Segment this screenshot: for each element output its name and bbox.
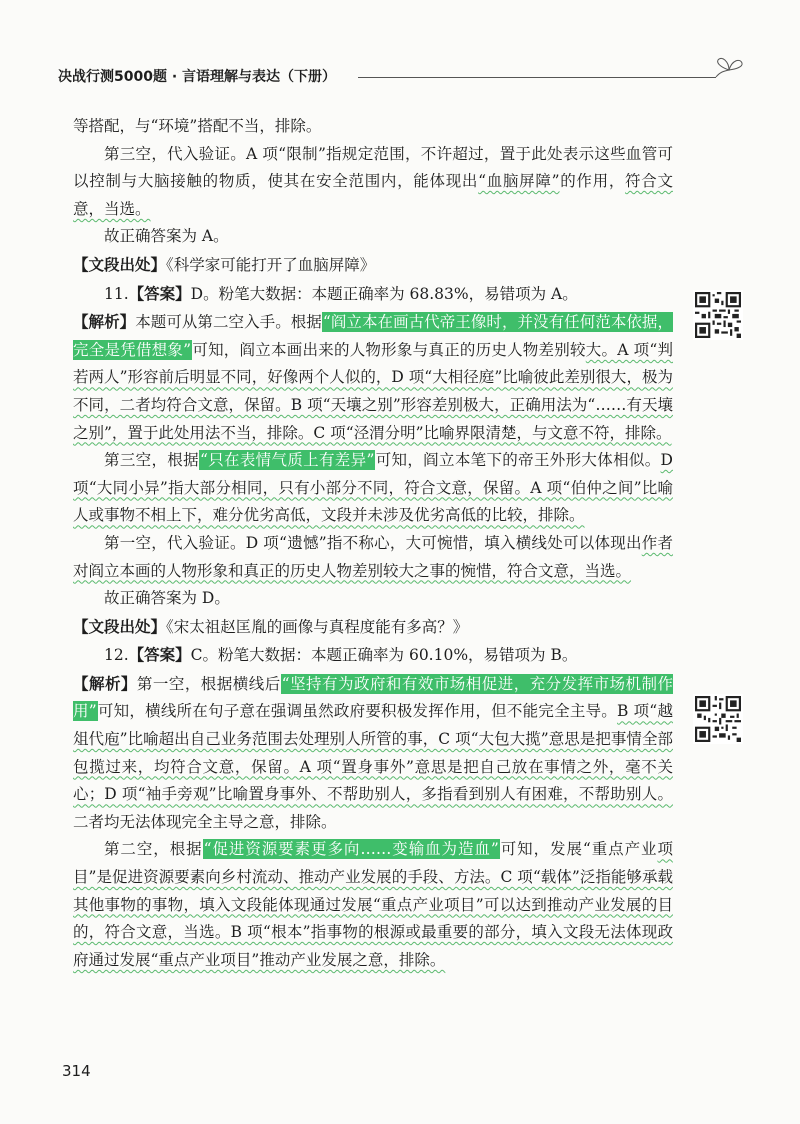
running-header	[58, 64, 748, 94]
qr-code-icon	[695, 292, 741, 338]
book-title: 决战行测5000题 · 言语理解与表达（下册）	[58, 69, 337, 85]
paragraph: 等搭配，与“环境”搭配不当，排除。	[73, 117, 322, 135]
paragraph: 故正确答案为 A。	[104, 227, 229, 246]
answer-line-11: 11.【答案】D。粉笔大数据：本题正确率为 68.83%，易错项为 A。	[104, 283, 578, 303]
qr-code-question-11[interactable]	[693, 290, 743, 340]
key-highlight: “只在表情气质上有差异”	[199, 451, 375, 470]
sprout-icon	[712, 48, 746, 78]
key-highlight: “坚持有为政府和有效市场相促进，充分发挥市场机制作用”	[73, 674, 673, 721]
page-body	[73, 113, 673, 974]
analysis-paragraph: 【解析】第一空，根据横线后“坚持有为政府和有效市场相促进，充分发挥市场机制作用”可知，横线所在句子意在强调虽然政府要积极发挥作用，但不能完全主导。B 项“越俎代庖”比喻超出自己业务范围去处理别人所管的事，C 项“大包大揽”意思是把事情全部包揽过来，均符合文意，保留。A 项“置身事外”意思是把自己放在事情之外，毫不关心；D 项“袖手旁观”比喻置身事外、不帮助别人，多指看到别人有困难，不帮助别人。二者均无法体现完全主导之意，排除。	[73, 673, 673, 831]
paragraph: 第三空，根据“只在表情气质上有差异”可知，阎立本笔下的帝王外形大体相似。D 项“大同小异”指大部分相同，只有小部分不同，符合文意，保留。A 项“伯仲之间”比喻人或事物不相上下，难分优劣高低，文段并未涉及优劣高低的比较，排除。	[73, 451, 673, 525]
paragraph: 第三空，代入验证。A 项“限制”指规定范围，不许超过，置于此处表示这些血管可以控制与大脑接触的物质，使其在安全范围内，能体现出“血脑屏障”的作用，符合文意，当选。	[73, 144, 673, 218]
key-highlight: “阎立本在画古代帝王像时，并没有任何范本依据，完全是凭借想象”	[73, 313, 673, 359]
paragraph: 故正确答案为 D。	[104, 589, 230, 608]
page-number: 314	[62, 1062, 91, 1080]
source-line: 【文段出处】《宋太祖赵匡胤的画像与真程度能有多高？》	[73, 616, 469, 636]
analysis-paragraph: 【解析】本题可从第二空入手。根据“阎立本在画古代帝王像时，并没有任何范本依据，完全是凭借想象”可知，阎立本画出来的人物形象与真正的历史人物差别较大。A 项“判若两人”形容前后明显不同，好像两个人似的，D 项“大相径庭”比喻彼此差别很大，极为不同，二者均符合文意，保留。B 项“天壤之别”形容差别极大，正确用法为“……有天壤之别”，置于此处用法不当，排除。C 项“泾渭分明”比喻界限清楚，与文意不符，排除。	[73, 312, 673, 442]
qr-code-icon	[695, 696, 741, 742]
source-line: 【文段出处】《科学家可能打开了血脑屏障》	[73, 254, 376, 274]
paragraph: 第二空，根据“促进资源要素更多向……变输血为造血”可知，发展“重点产业项目”是促进资源要素向乡村流动、推动产业发展的手段、方法。C 项“载体”泛指能够承载其他事物的事物，填入文段能体现通过发展“重点产业项目”可以达到推动产业发展的目的，符合文意，当选。B 项“根本”指事物的根源或最重要的部分，填入文段无法体现政府通过发展“重点产业项目”推动产业发展之意，排除。	[73, 840, 673, 969]
qr-code-question-12[interactable]	[693, 694, 743, 744]
header-rule	[358, 77, 716, 78]
key-highlight: “促进资源要素更多向……变输血为造血”	[203, 840, 499, 859]
answer-line-12: 12.【答案】C。粉笔大数据：本题正确率为 60.10%，易错项为 B。	[104, 645, 578, 665]
paragraph: 第一空，代入验证。D 项“遗憾”指不称心，大可惋惜，填入横线处可以体现出作者对阎立本画的人物形象和真正的历史人物差别较大之事的惋惜，符合文意，当选。	[73, 533, 673, 580]
